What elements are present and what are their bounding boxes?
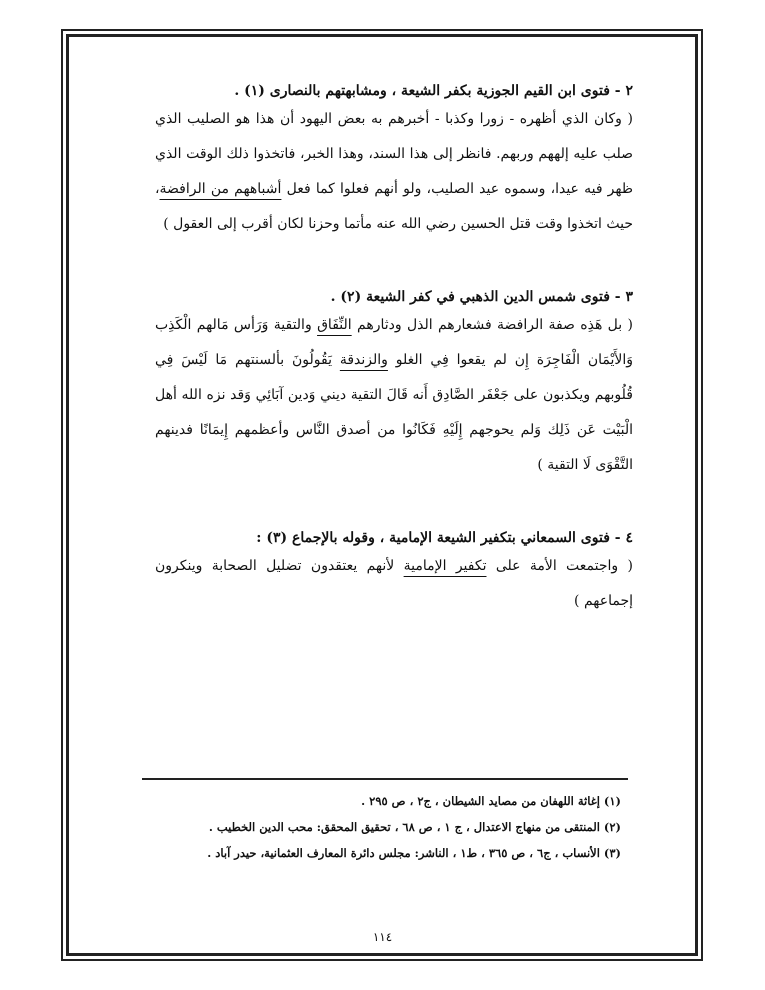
footnote: (٣) الأنساب ، ج٦ ، ص ٣٦٥ ، ط١ ، الناشر: مجلس دائرة المعارف العثمانية، حيدر آباد . (207, 846, 621, 860)
section-paragraph (155, 308, 633, 483)
section-title: ٢ - فتوى ابن القيم الجوزية بكفر الشيعة ، ومشابهتهم بالنصارى (١) . (234, 83, 633, 99)
footnote: (٢) المنتقى من منهاج الاعتدال ، ج ١ ، ص ٦٨ ، تحقيق المحقق: محب الدين الخطيب . (208, 820, 621, 834)
underlined-text: تكفير الإمامية (403, 558, 487, 574)
underlined-text: أشباههم من الرافضة (159, 181, 282, 197)
text-run: ( وكان الذي أظهره - زورا وكذبا - أخبرهم به بعض اليهود أن هذا هو الصليب الذي صلب عليه إلههم وربهم. فانظر إلى هذا السند، وهذا الخبر، فاتخذوا ذلك الوقت الذي ظهر فيه عيدا، وسموه عيد الصليب، ولو أنهم فعلوا كما فعل (155, 111, 634, 197)
section-4 (155, 527, 633, 619)
text-run: ( بل هَذِه صفة الرافضة فشعارهم الذل ودثارهم (351, 317, 633, 333)
section-paragraph (155, 102, 633, 242)
section-2 (155, 80, 633, 242)
text-run: ، حيث اتخذوا وقت قتل الحسين رضي الله عنه مأتما وحزنا لكان أقرب إلى العقول ) (155, 181, 633, 232)
text-run: والتقية وَرَأس مَالهم الْكَذِب وَالأَيْمَان الْفَاجِرَة إِن لم يقعوا فِي الغلو (155, 317, 634, 368)
section-paragraph (155, 549, 633, 619)
footnote: (١) إغاثة اللهفان من مصايد الشيطان ، ج٢ ، ص ٢٩٥ . (361, 794, 621, 808)
underlined-text: النِّفَاق (317, 317, 352, 333)
text-run: ( واجتمعت الأمة على (486, 558, 633, 574)
footnote-divider (142, 778, 628, 780)
section-title: ٣ - فتوى شمس الدين الذهبي في كفر الشيعة (٢) . (330, 289, 633, 305)
section-3 (155, 286, 633, 483)
underlined-text: والزندقة (339, 352, 388, 368)
page-number: ١١٤ (372, 930, 393, 944)
main-content (155, 80, 633, 619)
text-run: لأنهم يعتقدون تضليل الصحابة وينكرون إجماعهم ) (155, 558, 633, 609)
footnotes (155, 788, 621, 866)
text-run: يَقُولُونَ بألسنتهم مَا لَيْسَ فِي قُلُوبهم ويكذبون على جَعْفَر الصَّادِق أَنه قَالَ التقية ديني وَدين آبَائِي وَقد نزه الله أهل الْبَيْت عَن ذَلِك وَلم يحوجهم إِلَيْهِ فَكَانُوا من أصدق النَّاس وأعظمهم إِيمَانًا فدينهم التَّقْوَى لَا التقية ) (155, 352, 633, 473)
section-title: ٤ - فتوى السمعاني بتكفير الشيعة الإمامية ، وقوله بالإجماع (٣) : (256, 530, 633, 546)
